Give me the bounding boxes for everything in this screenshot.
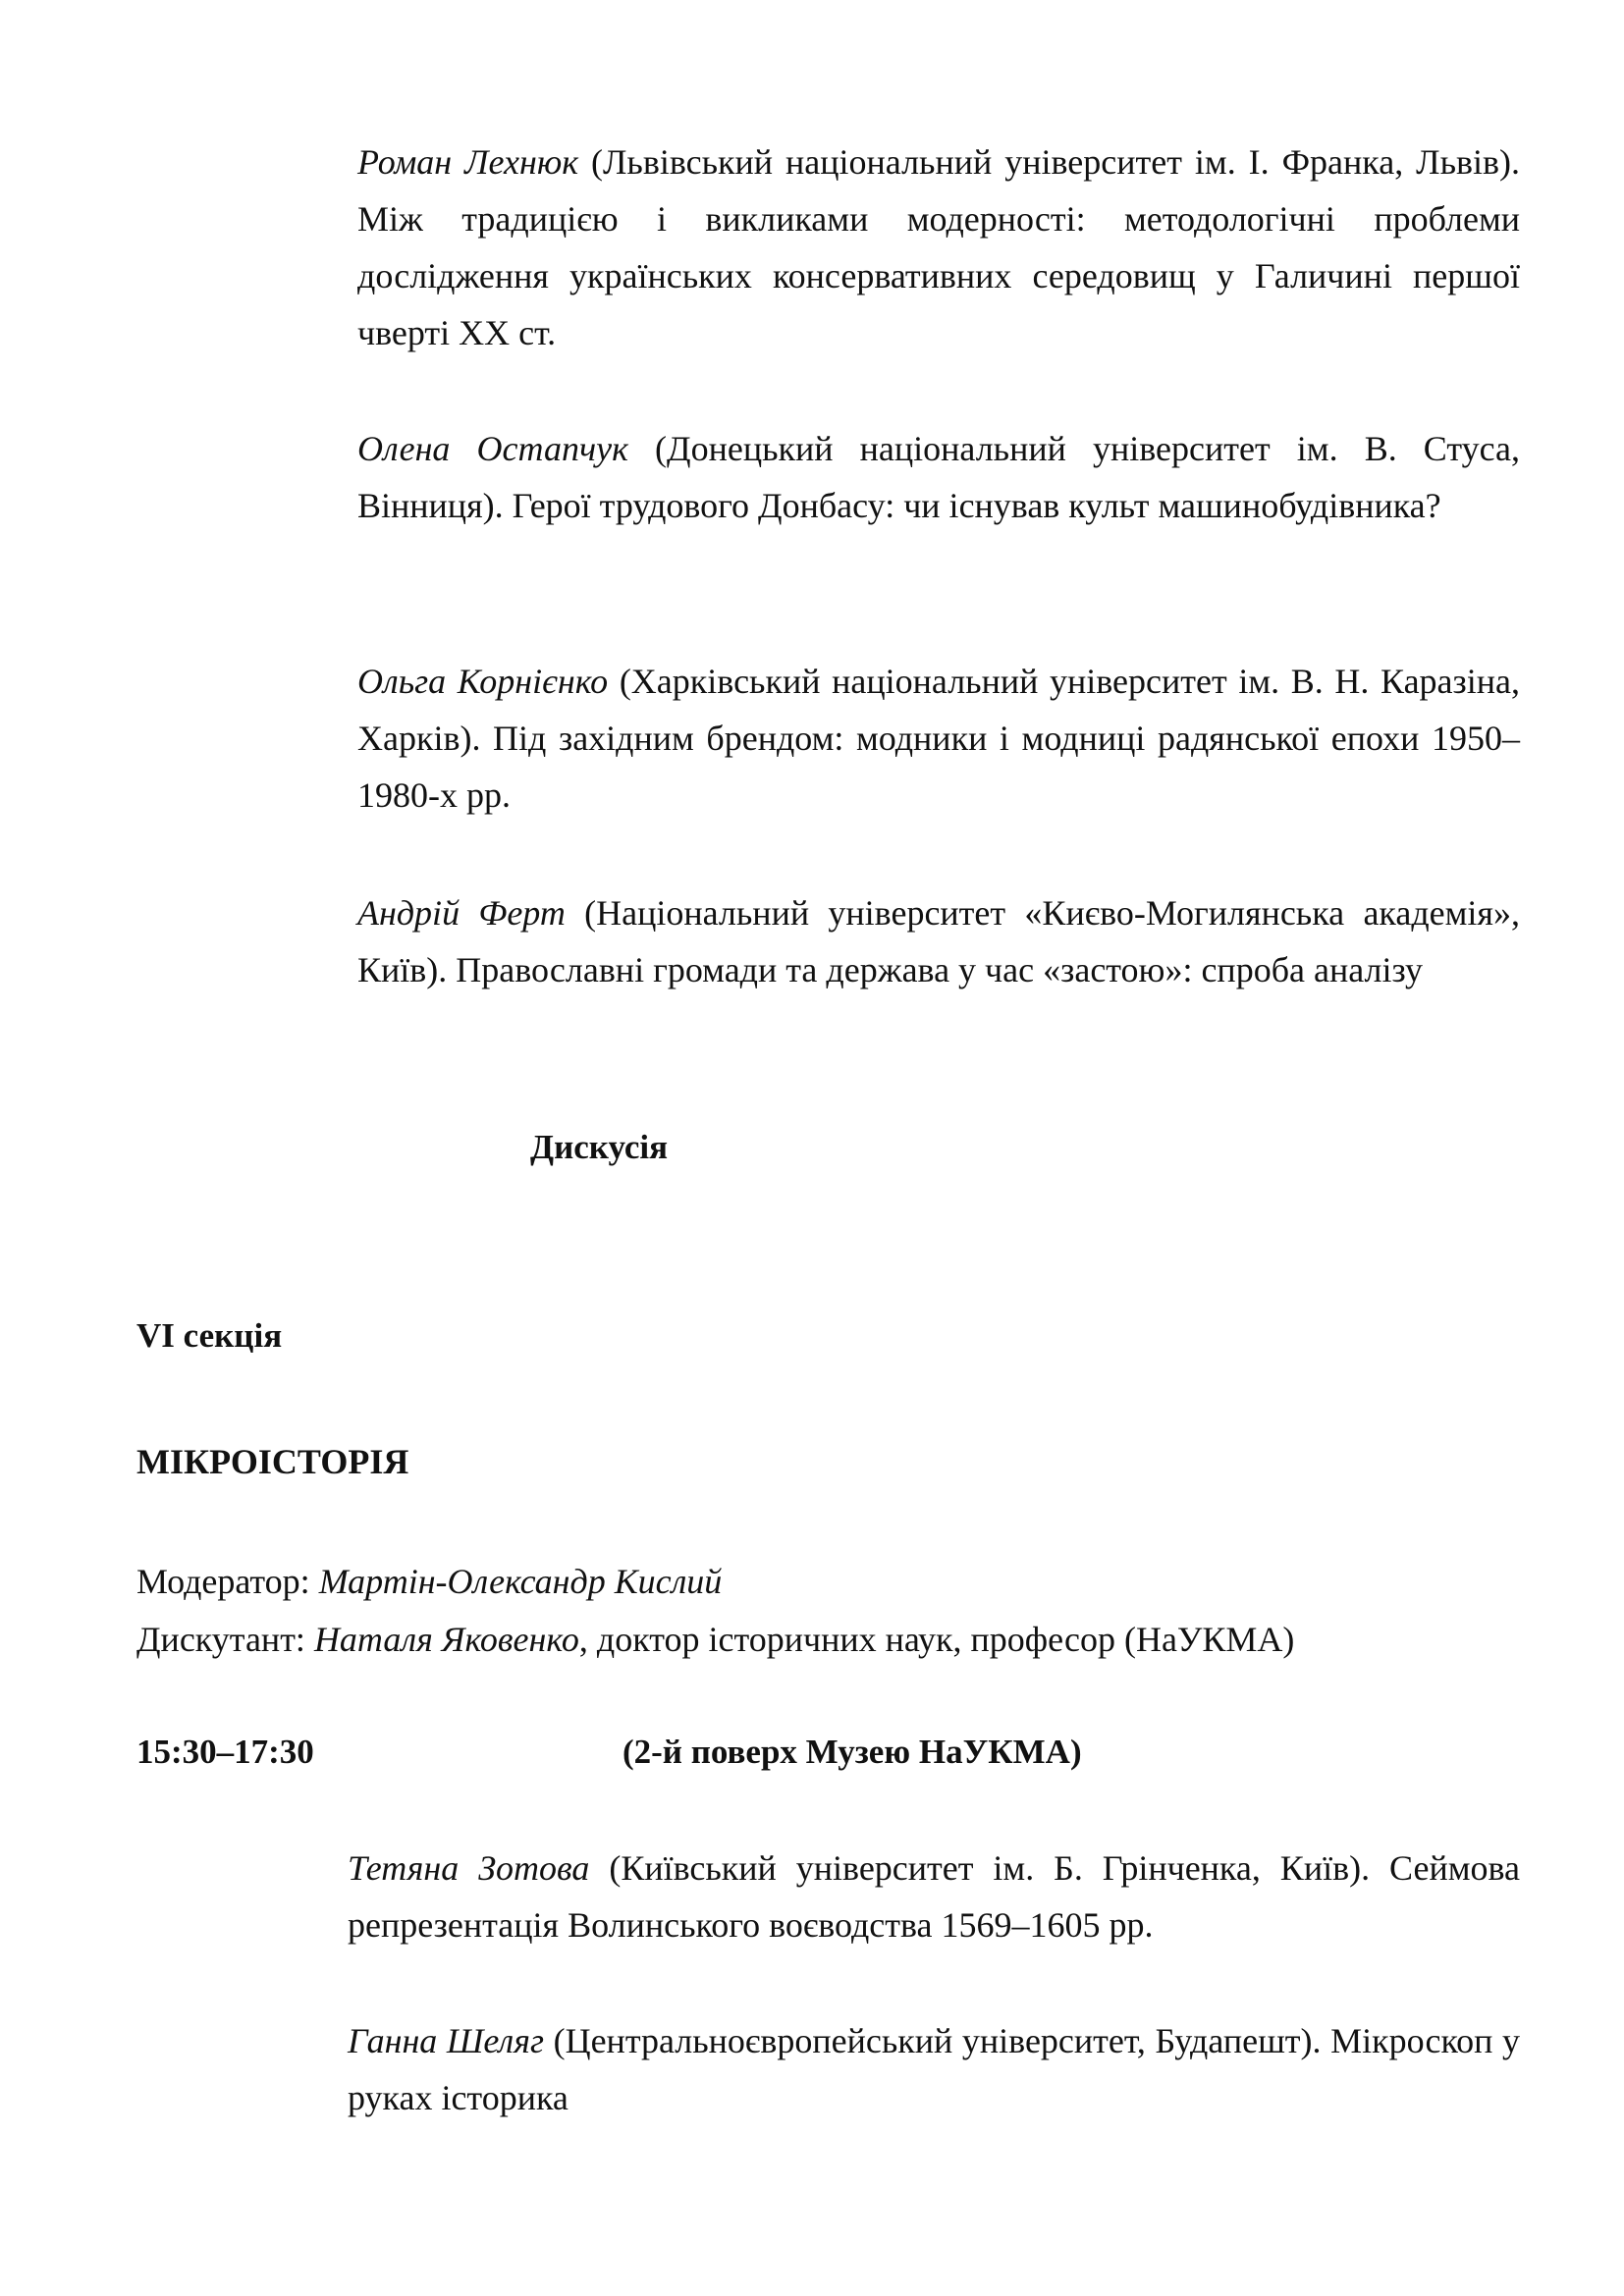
presenter-name: Ольга Корнієнко — [357, 662, 609, 701]
presenter-name: Тетяна Зотова — [348, 1848, 590, 1888]
discussant-info: , доктор історичних наук, професор (НаУКМА) — [578, 1620, 1295, 1659]
discussant-name: Наталя Яковенко — [313, 1620, 579, 1659]
presenter-name: Ганна Шеляг — [348, 2021, 544, 2060]
moderator-name: Мартін-Олександр Кислий — [318, 1562, 723, 1601]
session-time: 15:30–17:30 — [136, 1733, 314, 1771]
discussion-heading: Дискусія — [530, 1128, 669, 1166]
moderator-line — [136, 1553, 722, 1610]
presenter-name: Олена Остапчук — [357, 429, 628, 468]
presentation-details: (Харківський національний університет ім. В. Н. Каразіна, Харків). Під західним брендом: модники і модниці радянської епохи 1950–1980-х рр. — [357, 662, 1521, 815]
presentation-entry — [348, 1840, 1520, 1953]
discussant-label: Дискутант: — [136, 1620, 314, 1659]
presentation-details: (Центральноєвропейський університет, Будапешт). Мікроскоп у руках історика — [348, 2021, 1520, 2117]
presentation-entry — [357, 884, 1520, 998]
presentation-details: (Національний університет «Києво-Могилянська академія», Київ). Православні громади та держава у час «застою»: спроба аналізу — [357, 893, 1520, 989]
section-title: МІКРОІСТОРІЯ — [136, 1442, 409, 1481]
presentation-entry — [357, 420, 1520, 534]
moderator-label: Модератор: — [136, 1562, 319, 1601]
presentation-entry — [357, 653, 1520, 824]
presentation-details: (Львівський національний університет ім. І. Франка, Львів). Між традицією і викликами модерності: методологічні проблеми дослідження українських консервативних середовищ у Галичині першої чверті ХХ ст. — [357, 142, 1520, 352]
presenter-name: Роман Лехнюк — [357, 142, 579, 182]
presentation-details: (Київський університет ім. Б. Грінченка, Київ). Сеймова репрезентація Волинського воєводства 1569–1605 рр. — [348, 1848, 1520, 1945]
presentation-details: (Донецький національний університет ім. В. Стуса, Вінниця). Герої трудового Донбасу: чи існував культ машинобудівника? — [357, 429, 1520, 525]
discussant-line — [136, 1611, 1294, 1668]
presentation-entry — [357, 133, 1520, 361]
session-venue: (2-й поверх Музею НаУКМА) — [623, 1733, 1082, 1771]
presenter-name: Андрій Ферт — [357, 893, 566, 933]
section-number: VI секція — [136, 1316, 283, 1355]
presentation-entry — [348, 2012, 1520, 2126]
